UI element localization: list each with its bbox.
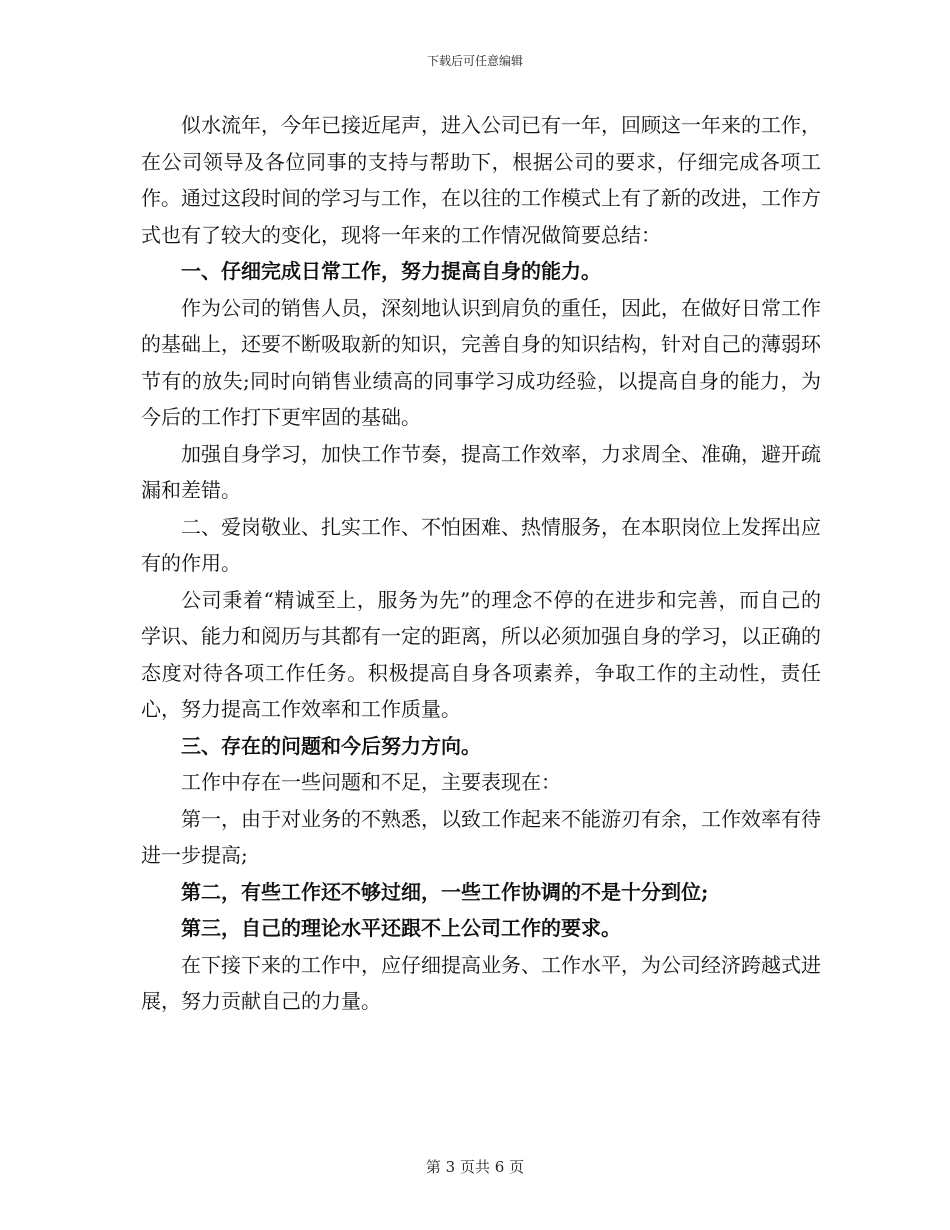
paragraph-problem-1: 第一，由于对业务的不熟悉，以致工作起来不能游刃有余，工作效率有待进一步提高;: [141, 806, 821, 867]
section-heading-2: 二、爱岗敬业、扎实工作、不怕困难、热情服务，在本职岗位上发挥出应有的作用。: [141, 514, 821, 575]
section-heading-1: 一、仔细完成日常工作，努力提高自身的能力。: [181, 259, 601, 283]
paragraph-intro: 似水流年，今年已接近尾声，进入公司已有一年，回顾这一年来的工作，在公司领导及各位同事的支持与帮助下，根据公司的要求，仔细完成各项工作。通过这段时间的学习与工作，在以往的工作模式上有了新的改进，工作方式也有了较大的变化，现将一年来的工作情况做简要总结：: [141, 113, 821, 247]
page-number: 第 3 页共 6 页: [425, 1158, 525, 1176]
paragraph-self-study: 加强自身学习，加快工作节奏，提高工作效率，力求周全、准确，避开疏漏和差错。: [141, 441, 821, 502]
paragraph-problems-intro: 工作中存在一些问题和不足，主要表现在：: [181, 770, 561, 794]
paragraph-problem-3: 第三，自己的理论水平还跟不上公司工作的要求。: [181, 916, 621, 940]
document-body: [141, 107, 821, 1020]
paragraph-conclusion: 在下接下来的工作中，应仔细提高业务、工作水平，为公司经济跨越式进展，努力贡献自己的力量。: [141, 952, 821, 1013]
paragraph-problem-2: 第二，有些工作还不够过细，一些工作协调的不是十分到位;: [181, 879, 709, 904]
paragraph-company-philosophy: 公司秉着“精诚至上，服务为先”的理念不停的在进步和完善，而自己的学识、能力和阅历与其都有一定的距离，所以必须加强自身的学习，以正确的态度对待各项工作任务。积极提高自身各项素养，争取工作的主动性，责任心，努力提高工作效率和工作质量。: [141, 587, 821, 721]
section-heading-3: 三、存在的问题和今后努力方向。: [181, 733, 481, 758]
header-note: 下载后可任意编辑: [426, 54, 523, 68]
paragraph-sales-role: 作为公司的销售人员，深刻地认识到肩负的重任，因此，在做好日常工作的基础上，还要不断吸取新的知识，完善自身的知识结构，针对自己的薄弱环节有的放失;同时向销售业绩高的同事学习成功经验，以提高自身的能力，为今后的工作打下更牢固的基础。: [141, 295, 821, 429]
